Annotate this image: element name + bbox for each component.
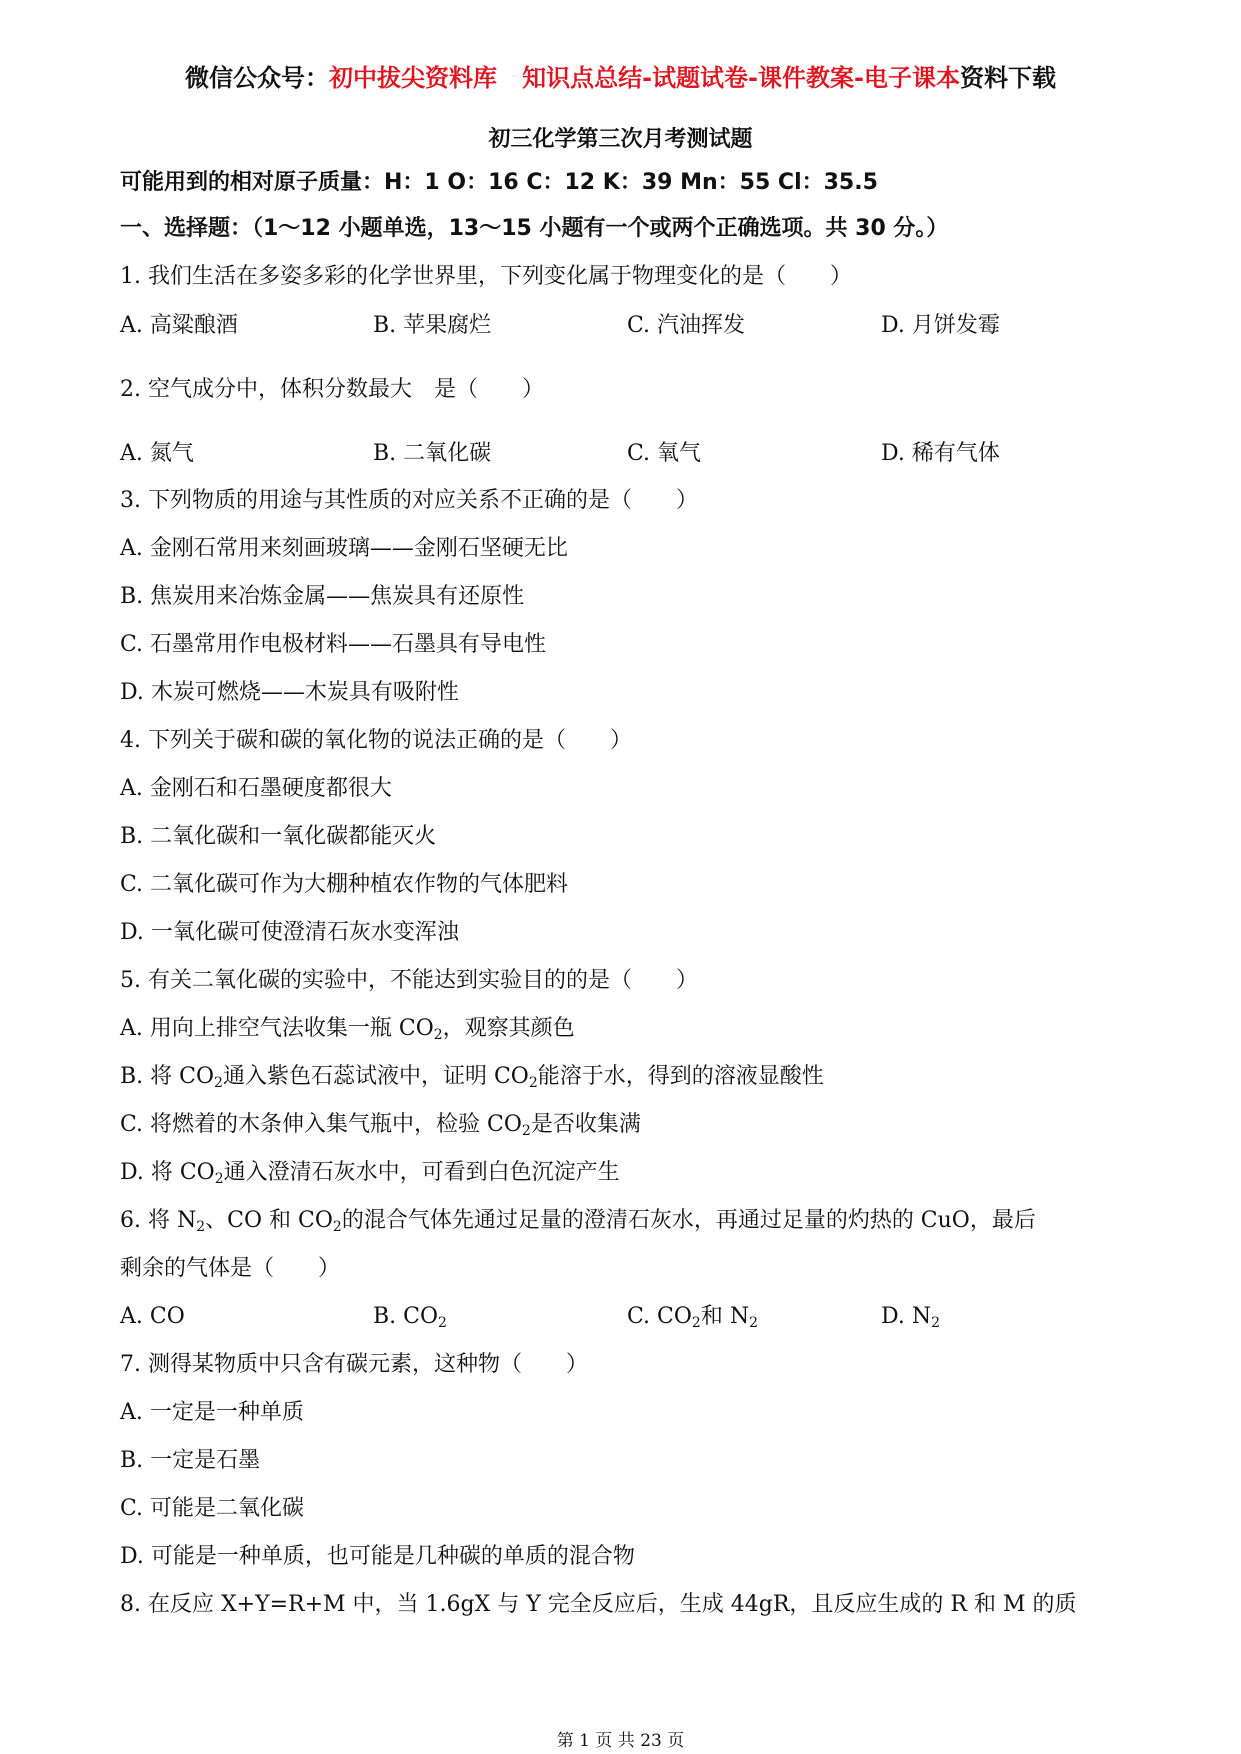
q3-option-b: B. 焦炭用来冶炼金属——焦炭具有还原性 <box>120 584 525 609</box>
q1-option-c: C. 汽油挥发 <box>627 313 746 338</box>
q5-b-part1: B. 将 CO <box>120 1064 215 1089</box>
q5-option-b <box>120 1062 824 1092</box>
question-4: 4. 下列关于碳和碳的氧化物的说法正确的是（ ） <box>120 728 632 753</box>
q7-option-a: A. 一定是一种单质 <box>120 1400 304 1425</box>
subscript-2: 2 <box>433 1027 443 1043</box>
atomic-masses: 可能用到的相对原子质量：H：1 O：16 C：12 K：39 Mn：55 Cl：35.5 <box>120 170 878 195</box>
subscript-2: 2 <box>749 1315 758 1331</box>
q3-option-d: D. 木炭可燃烧——木炭具有吸附性 <box>120 680 459 705</box>
question-6 <box>120 1206 1036 1236</box>
q5-d-part1: D. 将 CO <box>120 1160 215 1185</box>
q5-a-part1: A. 用向上排空气法收集一瓶 CO <box>120 1016 434 1041</box>
q2-option-d: D. 稀有气体 <box>881 441 1000 466</box>
q6-option-c <box>627 1302 758 1332</box>
q6-c-part2: 和 N <box>700 1304 750 1329</box>
subscript-2: 2 <box>931 1315 941 1331</box>
q4-option-b: B. 二氧化碳和一氧化碳都能灭火 <box>120 824 437 849</box>
page-title: 初三化学第三次月考测试题 <box>488 127 753 152</box>
q2-option-c: C. 氧气 <box>627 441 702 466</box>
q7-option-d: D. 可能是一种单质，也可能是几种碳的单质的混合物 <box>120 1544 635 1569</box>
subscript-2: 2 <box>438 1315 447 1331</box>
q7-option-c: C. 可能是二氧化碳 <box>120 1496 305 1521</box>
question-2: 2. 空气成分中，体积分数最大 是（ ） <box>120 377 544 402</box>
q5-a-part2: ，观察其颜色 <box>442 1016 575 1041</box>
q2-option-b: B. 二氧化碳 <box>373 441 492 466</box>
q4-option-c: C. 二氧化碳可作为大棚种植农作物的气体肥料 <box>120 872 569 897</box>
q5-c-part2: 是否收集满 <box>530 1112 641 1137</box>
q1-option-a: A. 高粱酿酒 <box>120 313 238 338</box>
header-red-2: 知识点总结-试题试卷-课件教案-电子课本 <box>522 64 960 92</box>
q4-option-a: A. 金刚石和石墨硬度都很大 <box>120 776 392 801</box>
header-suffix: 资料下载 <box>959 64 1056 92</box>
q5-d-part2: 通入澄清石灰水中，可看到白色沉淀产生 <box>223 1160 620 1185</box>
question-3: 3. 下列物质的用途与其性质的对应关系不正确的是（ ） <box>120 488 698 513</box>
q5-b-part3: 能溶于水，得到的溶液显酸性 <box>537 1064 824 1089</box>
question-6-line2: 剩余的气体是（ ） <box>120 1256 341 1281</box>
q5-option-c <box>120 1110 641 1140</box>
question-1: 1. 我们生活在多姿多彩的化学世界里，下列变化属于物理变化的是（ ） <box>120 264 852 289</box>
q6-option-d <box>881 1302 940 1332</box>
q6-option-a: A. CO <box>120 1304 185 1329</box>
q4-option-d: D. 一氧化碳可使澄清石灰水变浑浊 <box>120 920 459 945</box>
question-7: 7. 测得某物质中只含有碳元素，这种物（ ） <box>120 1352 588 1377</box>
question-5: 5. 有关二氧化碳的实验中，不能达到实验目的的是（ ） <box>120 968 698 993</box>
q7-option-b: B. 一定是石墨 <box>120 1448 261 1473</box>
q1-option-b: B. 苹果腐烂 <box>373 313 492 338</box>
subscript-2: 2 <box>214 1171 224 1187</box>
subscript-2: 2 <box>691 1315 701 1331</box>
q6-part2: 、CO 和 CO <box>205 1208 333 1233</box>
subscript-2: 2 <box>332 1219 342 1235</box>
subscript-2: 2 <box>521 1123 531 1139</box>
header-prefix: 微信公众号： <box>185 64 330 92</box>
q6-d-text: D. N <box>881 1304 932 1329</box>
q2-option-a: A. 氮气 <box>120 441 194 466</box>
question-8: 8. 在反应 X+Y=R+M 中，当 1.6gX 与 Y 完全反应后，生成 44gR，且反应生成的 R 和 M 的质 <box>120 1592 1077 1617</box>
q3-option-c: C. 石墨常用作电极材料——石墨具有导电性 <box>120 632 547 657</box>
subscript-2: 2 <box>528 1075 538 1091</box>
q6-part3: 的混合气体先通过足量的澄清石灰水，再通过足量的灼热的 CuO，最后 <box>341 1208 1036 1233</box>
q5-c-part1: C. 将燃着的木条伸入集气瓶中，检验 CO <box>120 1112 522 1137</box>
q6-c-part1: C. CO <box>627 1304 692 1329</box>
header-red-1: 初中拔尖资料库 <box>329 64 498 92</box>
q1-option-d: D. 月饼发霉 <box>881 313 1000 338</box>
section-heading: 一、选择题：（1～12 小题单选，13～15 小题有一个或两个正确选项。共 30 分。） <box>120 216 949 241</box>
q5-option-a <box>120 1014 575 1044</box>
q6-part1: 6. 将 N <box>120 1208 197 1233</box>
page-footer: 第 1 页 共 23 页 <box>556 1731 685 1751</box>
q6-b-text: B. CO <box>373 1304 439 1329</box>
header-banner <box>0 58 1241 93</box>
q5-option-d <box>120 1158 620 1188</box>
subscript-2: 2 <box>214 1075 223 1091</box>
q6-option-b <box>373 1302 447 1332</box>
subscript-2: 2 <box>196 1219 206 1235</box>
q5-b-part2: 通入紫色石蕊试液中，证明 CO <box>222 1064 529 1089</box>
q3-option-a: A. 金刚石常用来刻画玻璃——金刚石坚硬无比 <box>120 536 568 561</box>
